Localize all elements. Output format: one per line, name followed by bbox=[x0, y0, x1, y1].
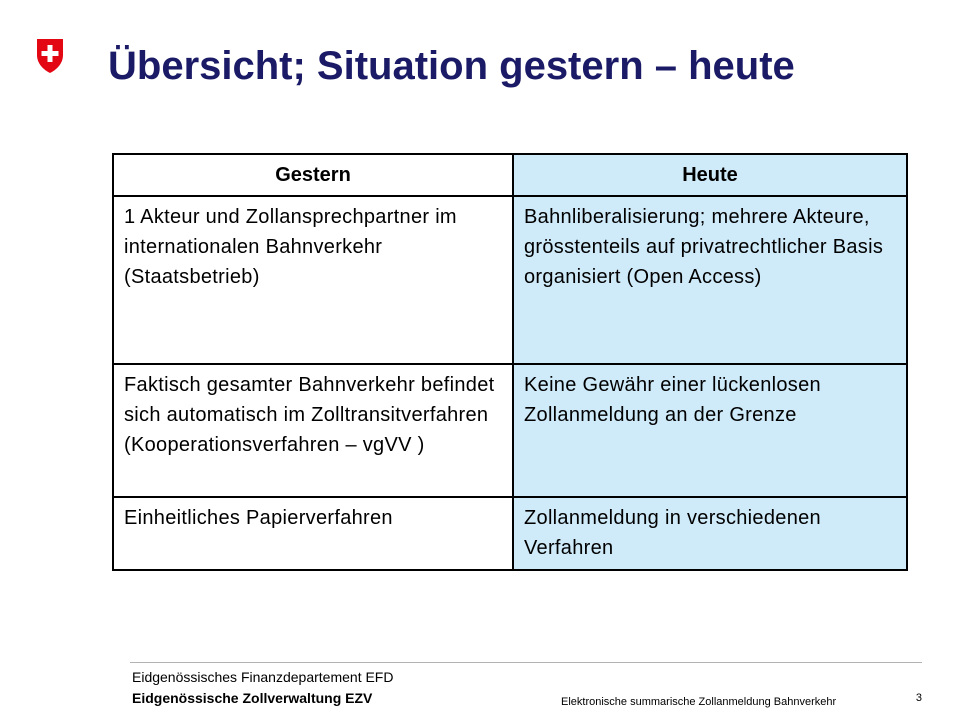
cell-gestern: Einheitliches Papierverfahren bbox=[113, 497, 513, 570]
header-gestern: Gestern bbox=[113, 154, 513, 196]
table-row bbox=[113, 364, 907, 497]
footer-office: Eidgenössische Zollverwaltung EZV bbox=[132, 690, 373, 706]
swiss-coat-of-arms-icon bbox=[36, 38, 64, 74]
comparison-table bbox=[112, 153, 908, 571]
table-row bbox=[113, 497, 907, 570]
footer-topic: Elektronische summarische Zollanmeldung Bahnverkehr bbox=[561, 696, 837, 708]
cell-heute: Keine Gewähr einer lückenlosen Zollanmeldung an der Grenze bbox=[513, 364, 907, 497]
cell-gestern: 1 Akteur und Zollansprechpartner im internationalen Bahnverkehr (Staatsbetrieb) bbox=[113, 196, 513, 364]
page-number: 3 bbox=[915, 692, 922, 704]
table-header-row bbox=[113, 154, 907, 196]
page-title: Übersicht; Situation gestern – heute bbox=[108, 44, 795, 88]
table-row bbox=[113, 196, 907, 364]
footer-divider bbox=[130, 662, 922, 663]
header-heute: Heute bbox=[513, 154, 907, 196]
footer-department: Eidgenössisches Finanzdepartement EFD bbox=[132, 669, 394, 685]
cell-heute: Bahnliberalisierung; mehrere Akteure, grösstenteils auf privatrechtlicher Basis organisiert (Open Access) bbox=[513, 196, 907, 364]
cell-heute: Zollanmeldung in verschiedenen Verfahren bbox=[513, 497, 907, 570]
cell-gestern: Faktisch gesamter Bahnverkehr befindet sich automatisch im Zolltransitverfahren (Kooperationsverfahren – vgVV ) bbox=[113, 364, 513, 497]
